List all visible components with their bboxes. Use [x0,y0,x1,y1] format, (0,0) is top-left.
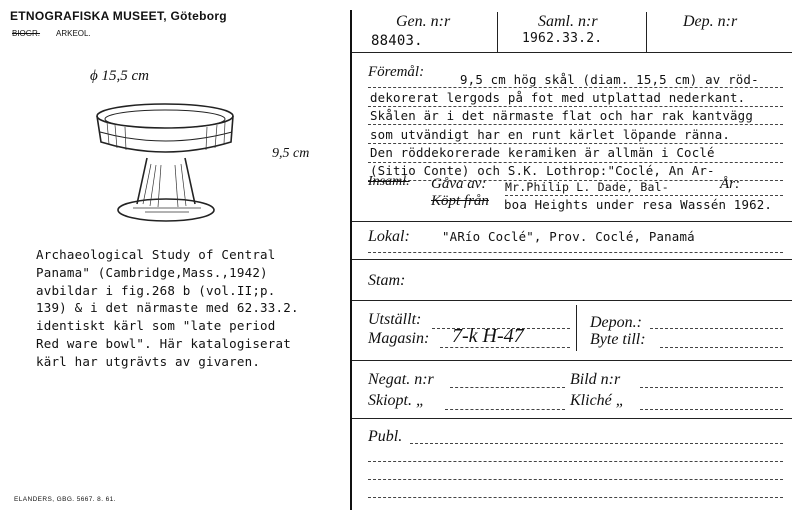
gava-value: Mr.Philip L. Dade, Bal- [505,180,669,194]
kliche-label: Kliché „ [570,392,625,409]
rule [650,328,783,329]
skiopt-label: Skiopt. „ [368,392,425,409]
bild-label: Bild n:r [570,371,621,388]
stam-label: Stam: [368,272,406,289]
magasin-value: 7-k H-47 [452,325,524,347]
left-note-line: avbildar i fig.268 b (vol.II;p. [36,282,276,298]
section-rule [352,418,792,419]
gava-label: Gåva av: [431,176,487,192]
ar-label: År: [720,176,740,192]
foremal-line: 9,5 cm hög skål (diam. 15,5 cm) av röd- [460,72,759,87]
left-note-line: 139) & i det närmaste med 62.33.2. [36,300,299,316]
section-rule [352,221,792,222]
rule [660,347,783,348]
rule [640,387,783,388]
col-sep [576,305,577,351]
rule [368,252,783,253]
lokal-label: Lokal: [368,228,410,245]
rule [368,479,783,480]
bowl-sketch [85,92,255,242]
header-rule [352,52,792,53]
foremal-label: Föremål: [368,64,425,80]
category-biogr: BIOGR. [12,29,41,38]
rule [640,409,783,410]
diameter-note: ϕ 15,5 cm [90,68,150,84]
gen-label: Gen. n:r [396,13,451,30]
card-divider [350,10,352,510]
rule [368,497,783,498]
insaml-label: Insaml. [368,174,410,189]
negat-label: Negat. n:r [368,371,434,388]
saml-value: 1962.33.2. [522,31,603,46]
left-note-line: kärl har utgrävts av givaren. [36,353,261,369]
header-col-sep-1 [497,12,498,52]
foremal-line: (Sitio Conte) och S.K. Lothrop:"Coclé, An Ar- [370,163,715,179]
rule [450,387,565,388]
height-note: 9,5 cm [272,146,310,161]
left-note-line: Panama" (Cambridge,Mass.,1942) [36,264,268,280]
rule [410,443,783,444]
museum-title: ETNOGRAFISKA MUSEET, Göteborg [10,9,227,23]
section-rule [352,360,792,361]
left-note-line: identiskt kärl som "late period [36,318,276,334]
gen-value: 88403. [371,33,423,49]
rule [440,347,570,348]
lokal-value: "ARío Coclé", Prov. Coclé, Panamá [442,229,695,244]
saml-label: Saml. n:r [538,13,598,30]
section-rule [352,259,792,260]
left-note-line: Red ware bowl". Här katalogiserat [36,335,291,351]
foremal-line: som utvändigt har en runt kärlet löpande ränna. [370,126,731,142]
foremal-line: Skålen är i det närmaste flat och har rak kantvägg [370,108,753,124]
publ-label: Publ. [368,428,403,445]
header-col-sep-2 [646,12,647,52]
foremal-line: Den röddekorerade keramiken är allmän i Coclé [370,144,715,160]
rule [368,461,783,462]
category-arkeol: ARKEOL. [56,29,91,38]
rule [505,195,783,196]
kopt-value: boa Heights under resa Wassén 1962. [504,197,773,212]
kopt-label: Köpt från [431,193,489,209]
foremal-line: dekorerat lergods på fot med utplattad nederkant. [370,90,746,106]
left-note-line: Archaeological Study of Central [36,247,276,262]
left-note-block [36,246,299,371]
rule [445,409,565,410]
magasin-label: Magasin: [368,330,430,347]
dep-label: Dep. n:r [683,13,738,30]
depon-label: Depon.: [590,314,642,331]
printer-mark: ELANDERS, GBG. 5667. 8. 61. [14,496,116,503]
section-rule [352,300,792,301]
foremal-description [370,71,759,180]
byte-label: Byte till: [590,331,646,348]
utstallt-label: Utställt: [368,311,422,328]
